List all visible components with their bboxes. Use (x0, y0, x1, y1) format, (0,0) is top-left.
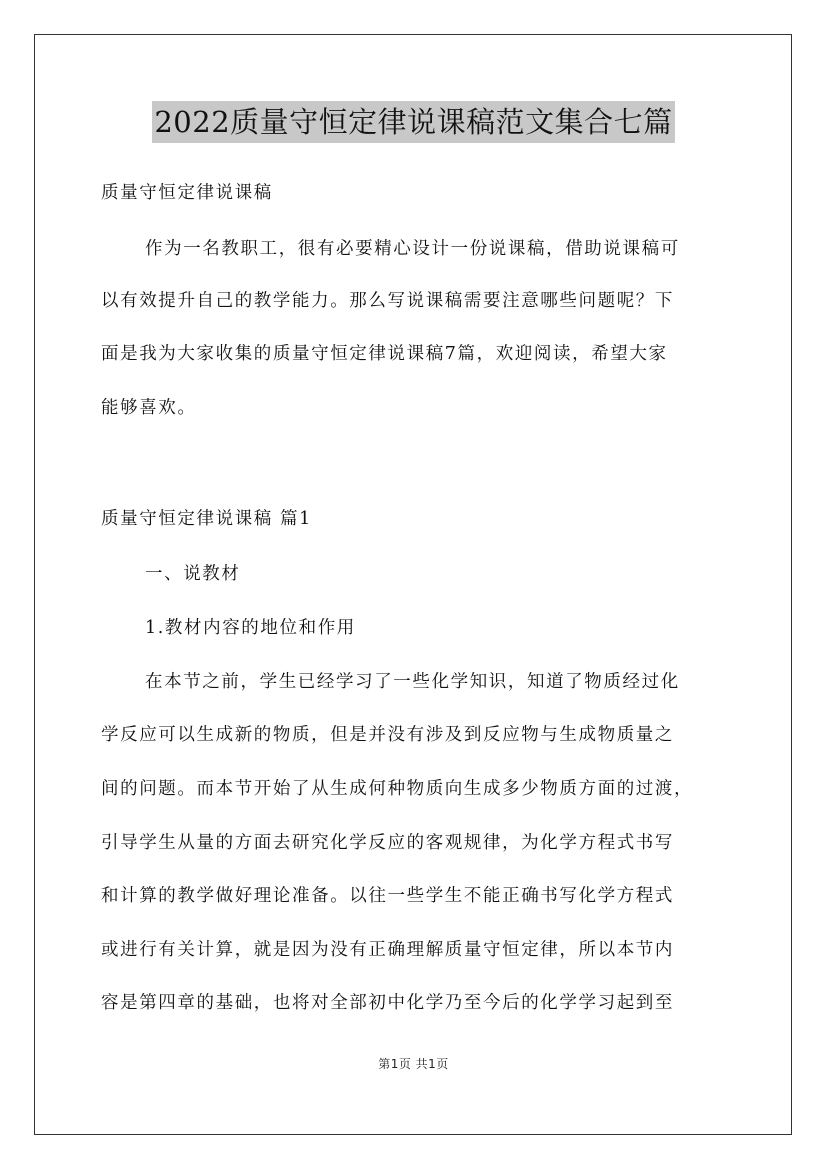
title-container (0, 101, 827, 143)
paragraph-line: 间的问题。而本节开始了从生成何种物质向生成多少物质方面的过渡， (101, 779, 694, 799)
paragraph-line: 面是我为大家收集的质量守恒定律说课稿7篇，欢迎阅读，希望大家 (101, 344, 668, 364)
document-title: 2022质量守恒定律说课稿范文集合七篇 (152, 101, 674, 143)
paragraph-line: 和计算的教学做好理论准备。以往一些学生不能正确书写化学方程式 (101, 886, 674, 906)
paragraph-line: 学反应可以生成新的物质，但是并没有涉及到反应物与生成物质量之 (101, 725, 674, 745)
subheading: 1.教材内容的地位和作用 (145, 618, 356, 638)
section-heading-article-1: 质量守恒定律说课稿 篇1 (101, 509, 312, 529)
paragraph-line: 引导学生从量的方面去研究化学反应的客观规律，为化学方程式书写 (101, 833, 674, 853)
paragraph-line: 以有效提升自己的教学能力。那么写说课稿需要注意哪些问题呢？下 (101, 291, 674, 311)
page-footer: 第1页 共1页 (378, 1057, 449, 1071)
paragraph-line: 或进行有关计算，就是因为没有正确理解质量守恒定律，所以本节内 (101, 940, 674, 960)
section-heading: 质量守恒定律说课稿 (101, 183, 273, 203)
paragraph-line: 作为一名教职工，很有必要精心设计一份说课稿，借助说课稿可 (145, 239, 680, 259)
paragraph-line: 在本节之前，学生已经学习了一些化学知识，知道了物质经过化 (145, 672, 680, 692)
paragraph-line: 能够喜欢。 (101, 398, 197, 418)
subheading: 一、说教材 (145, 564, 241, 584)
paragraph-line: 容是第四章的基础，也将对全部初中化学乃至今后的化学学习起到至 (101, 993, 674, 1013)
